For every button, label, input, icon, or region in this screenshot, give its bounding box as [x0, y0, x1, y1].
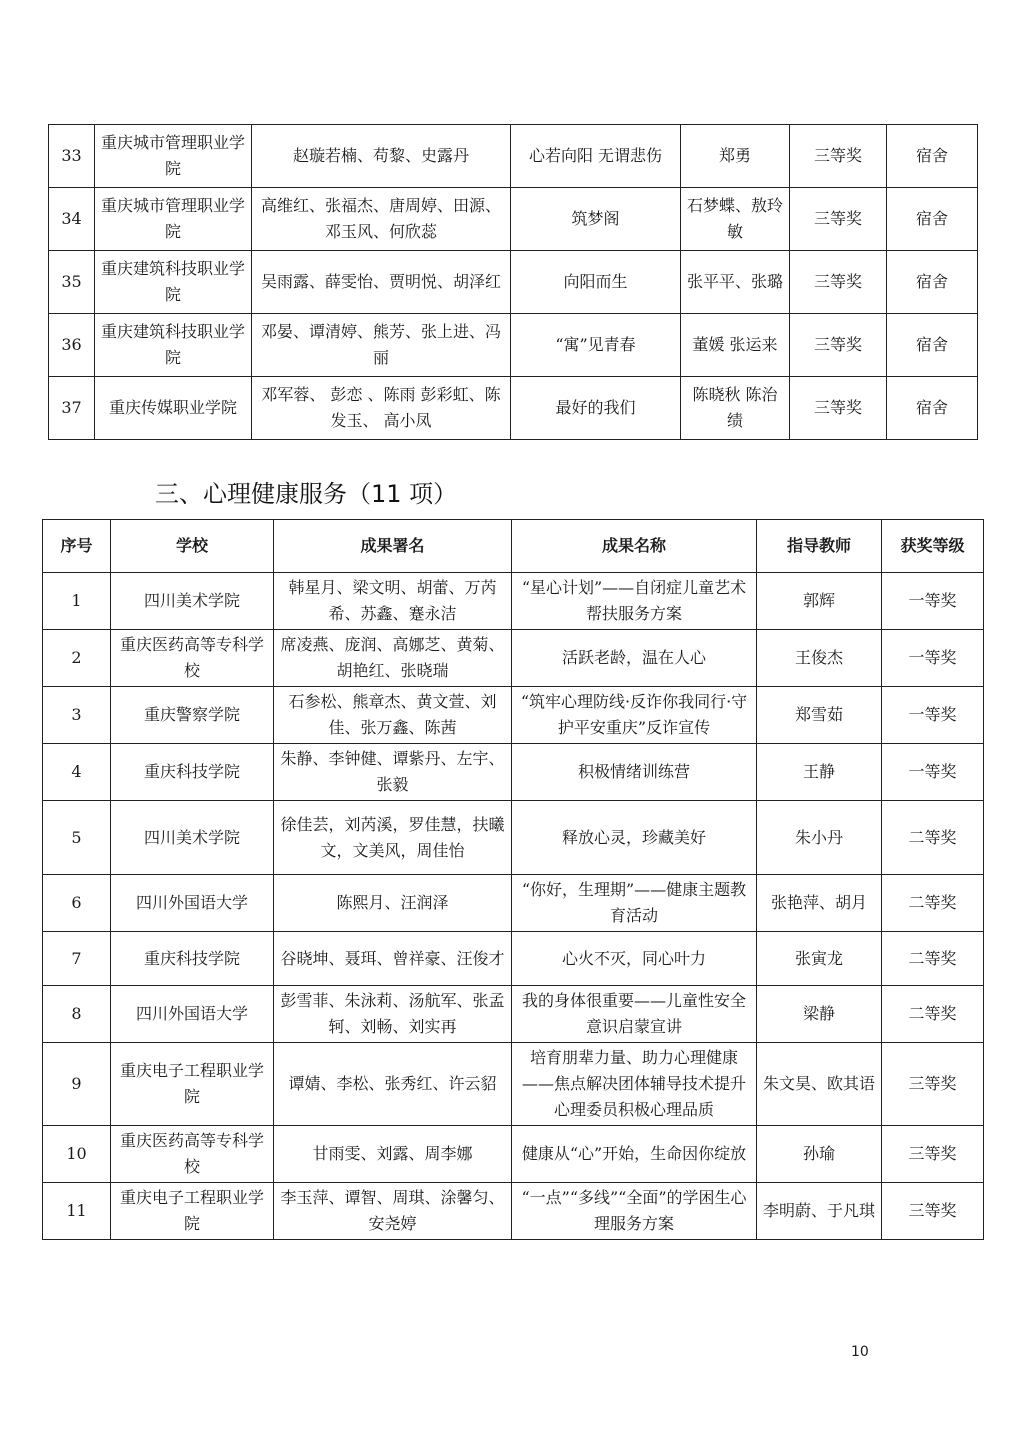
table-cell: 石梦蝶、敖玲敏 — [681, 188, 790, 251]
table-row — [43, 630, 984, 687]
table-cell: 二等奖 — [882, 875, 984, 932]
table-cell: 张寅龙 — [757, 932, 882, 986]
table-cell: 心火不灭，同心叶力 — [512, 932, 757, 986]
table-cell: 张平平、张璐 — [681, 251, 790, 314]
table-cell: 邓军蓉、 彭恋 、陈雨 彭彩虹、陈发玉、 高小凤 — [252, 377, 511, 440]
table-cell: 36 — [49, 314, 95, 377]
table-cell: 活跃老龄，温在人心 — [512, 630, 757, 687]
table-cell: 徐佳芸，刘芮溪，罗佳慧，扶曦文，文美风，周佳怡 — [274, 801, 512, 875]
table-row — [43, 801, 984, 875]
table-cell: 邓晏、谭清婷、熊芳、张上进、冯丽 — [252, 314, 511, 377]
table-cell: 重庆建筑科技职业学院 — [95, 314, 252, 377]
table-cell: 二等奖 — [882, 986, 984, 1043]
table-cell: 三等奖 — [790, 125, 887, 188]
table-cell: 重庆城市管理职业学院 — [95, 125, 252, 188]
table-cell: 甘雨雯、刘露、周李娜 — [274, 1126, 512, 1183]
table-cell: 宿舍 — [887, 251, 978, 314]
table-cell: 培育朋辈力量、助力心理健康——焦点解决团体辅导技术提升心理委员积极心理品质 — [512, 1043, 757, 1126]
table-cell: 重庆医药高等专科学校 — [111, 630, 274, 687]
table-cell: 9 — [43, 1043, 111, 1126]
table-cell: 3 — [43, 687, 111, 744]
table-cell: “寓”见青春 — [511, 314, 681, 377]
table-cell: 5 — [43, 801, 111, 875]
table-cell: 李明蔚、于凡琪 — [757, 1183, 882, 1240]
table-cell: 释放心灵，珍藏美好 — [512, 801, 757, 875]
table-cell: 四川外国语大学 — [111, 986, 274, 1043]
table-row — [43, 1183, 984, 1240]
table-cell: 健康从“心”开始，生命因你绽放 — [512, 1126, 757, 1183]
table-cell: “星心计划”——自闭症儿童艺术帮扶服务方案 — [512, 573, 757, 630]
table-cell: 郑勇 — [681, 125, 790, 188]
table-row — [49, 251, 978, 314]
table-cell: 朱文昊、欧其语 — [757, 1043, 882, 1126]
table-cell: 一等奖 — [882, 630, 984, 687]
table-cell: 王俊杰 — [757, 630, 882, 687]
column-header: 指导教师 — [757, 520, 882, 573]
table-row — [49, 188, 978, 251]
column-header: 成果署名 — [274, 520, 512, 573]
table-cell: 郑雪茹 — [757, 687, 882, 744]
table-cell: 7 — [43, 932, 111, 986]
table-cell: 筑梦阁 — [511, 188, 681, 251]
table-cell: 陈晓秋 陈治绩 — [681, 377, 790, 440]
table-cell: 重庆传媒职业学院 — [95, 377, 252, 440]
table-row — [43, 875, 984, 932]
column-header: 成果名称 — [512, 520, 757, 573]
table-cell: 谭婧、李松、张秀红、许云貂 — [274, 1043, 512, 1126]
column-header: 获奖等级 — [882, 520, 984, 573]
table-cell: 三等奖 — [790, 377, 887, 440]
table-cell: 心若向阳 无谓悲伤 — [511, 125, 681, 188]
table-row — [49, 377, 978, 440]
table-cell: 彭雪菲、朱泳莉、汤航军、张孟轲、刘畅、刘实再 — [274, 986, 512, 1043]
table-cell: 二等奖 — [882, 801, 984, 875]
table-cell: 34 — [49, 188, 95, 251]
table-cell: 11 — [43, 1183, 111, 1240]
table-cell: 重庆建筑科技职业学院 — [95, 251, 252, 314]
table-cell: 重庆警察学院 — [111, 687, 274, 744]
table-cell: 8 — [43, 986, 111, 1043]
table-cell: 宿舍 — [887, 188, 978, 251]
table-cell: 三等奖 — [882, 1126, 984, 1183]
table-cell: 高维红、张福杰、唐周婷、田源、邓玉风、何欣蕊 — [252, 188, 511, 251]
table-cell: 赵璇若楠、苟黎、史露丹 — [252, 125, 511, 188]
table-cell: 重庆电子工程职业学院 — [111, 1183, 274, 1240]
table-cell: 王静 — [757, 744, 882, 801]
page-number: 10 — [851, 1344, 869, 1360]
table-cell: 积极情绪训练营 — [512, 744, 757, 801]
table-cell: 最好的我们 — [511, 377, 681, 440]
table-cell: 郭辉 — [757, 573, 882, 630]
table-cell: “你好，生理期”——健康主题教育活动 — [512, 875, 757, 932]
table-header-row — [43, 520, 984, 573]
table-cell: 李玉萍、谭智、周琪、涂馨匀、安尧婷 — [274, 1183, 512, 1240]
table-row — [43, 744, 984, 801]
table-row — [43, 1043, 984, 1126]
table-cell: 吴雨露、薛雯怡、贾明悦、胡泽红 — [252, 251, 511, 314]
column-header: 序号 — [43, 520, 111, 573]
table-cell: 四川美术学院 — [111, 801, 274, 875]
table-cell: 一等奖 — [882, 744, 984, 801]
table-row — [43, 687, 984, 744]
table-cell: 6 — [43, 875, 111, 932]
table-row — [49, 314, 978, 377]
table-cell: 2 — [43, 630, 111, 687]
table-row — [43, 573, 984, 630]
table-cell: 宿舍 — [887, 377, 978, 440]
table-cell: 张艳萍、胡月 — [757, 875, 882, 932]
table-cell: “筑牢心理防线·反诈你我同行·守护平安重庆”反诈宣传 — [512, 687, 757, 744]
table-cell: 33 — [49, 125, 95, 188]
table-cell: 三等奖 — [882, 1043, 984, 1126]
award-table-continued — [48, 124, 978, 440]
table-row — [43, 1126, 984, 1183]
table-cell: 孙瑜 — [757, 1126, 882, 1183]
table-cell: 重庆科技学院 — [111, 744, 274, 801]
table-cell: 石参松、熊章杰、黄文萱、刘佳、张万鑫、陈茜 — [274, 687, 512, 744]
table-cell: 三等奖 — [882, 1183, 984, 1240]
table-cell: 重庆城市管理职业学院 — [95, 188, 252, 251]
table-cell: 二等奖 — [882, 932, 984, 986]
column-header: 学校 — [111, 520, 274, 573]
table-row — [43, 932, 984, 986]
table-cell: 朱小丹 — [757, 801, 882, 875]
table-cell: 10 — [43, 1126, 111, 1183]
table-cell: 陈熙月、汪润泽 — [274, 875, 512, 932]
table-cell: 谷晓坤、聂珥、曾祥豪、汪俊才 — [274, 932, 512, 986]
table-cell: 朱静、李钟健、谭紫丹、左宇、张毅 — [274, 744, 512, 801]
table-cell: 韩星月、梁文明、胡蕾、万芮希、苏鑫、蹇永洁 — [274, 573, 512, 630]
table-cell: 梁静 — [757, 986, 882, 1043]
mental-health-service-table — [42, 519, 984, 1240]
table-cell: 三等奖 — [790, 188, 887, 251]
table-cell: 三等奖 — [790, 314, 887, 377]
table-cell: 4 — [43, 744, 111, 801]
section-title: 三、心理健康服务（11 项） — [155, 480, 458, 508]
table-cell: “一点”“多线”“全面”的学困生心理服务方案 — [512, 1183, 757, 1240]
table-row — [43, 986, 984, 1043]
table-row — [49, 125, 978, 188]
table-cell: 宿舍 — [887, 125, 978, 188]
table-cell: 重庆医药高等专科学校 — [111, 1126, 274, 1183]
table-cell: 1 — [43, 573, 111, 630]
table-cell: 重庆科技学院 — [111, 932, 274, 986]
table-cell: 一等奖 — [882, 573, 984, 630]
table-cell: 三等奖 — [790, 251, 887, 314]
table-cell: 四川外国语大学 — [111, 875, 274, 932]
table-cell: 席凌燕、庞润、高娜芝、黄菊、胡艳红、张晓瑞 — [274, 630, 512, 687]
table-cell: 董媛 张运来 — [681, 314, 790, 377]
table-cell: 37 — [49, 377, 95, 440]
table-cell: 宿舍 — [887, 314, 978, 377]
table-cell: 重庆电子工程职业学院 — [111, 1043, 274, 1126]
table-cell: 一等奖 — [882, 687, 984, 744]
table-cell: 35 — [49, 251, 95, 314]
table-cell: 向阳而生 — [511, 251, 681, 314]
table-cell: 我的身体很重要——儿童性安全意识启蒙宣讲 — [512, 986, 757, 1043]
table-cell: 四川美术学院 — [111, 573, 274, 630]
